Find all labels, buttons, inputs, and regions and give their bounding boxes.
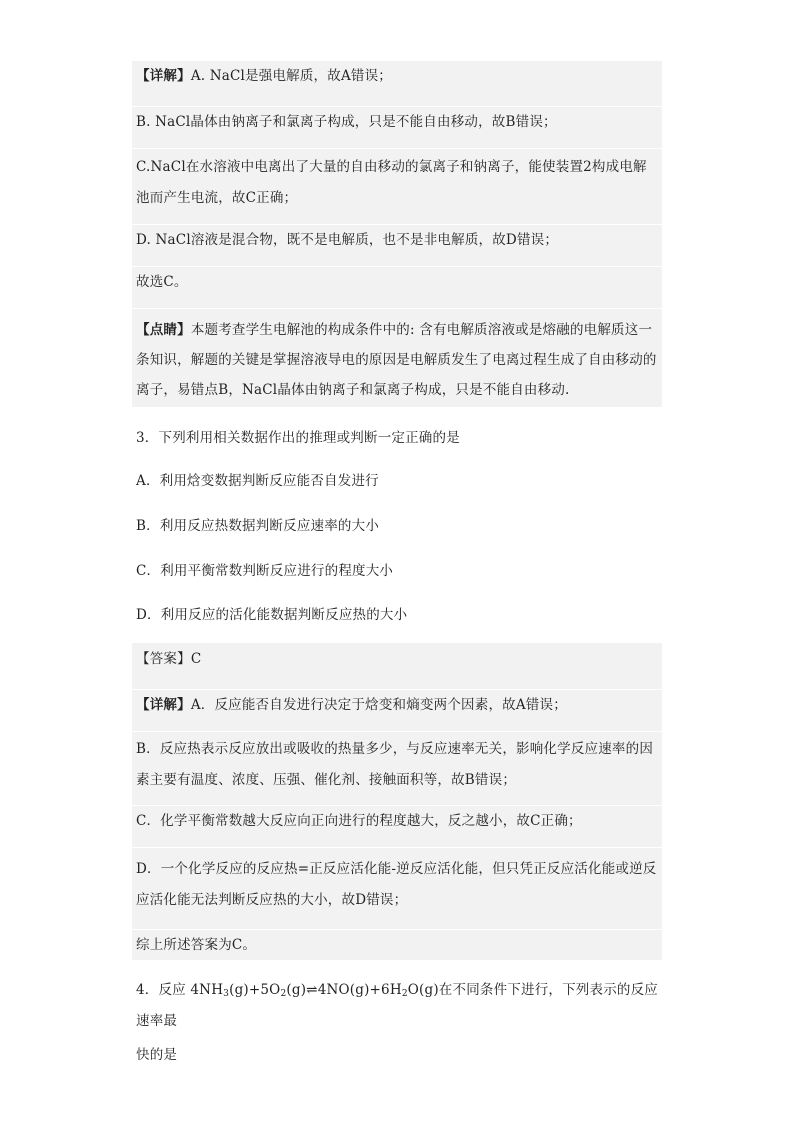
question-3-stem: 3．下列利用相关数据作出的推理或判断一定正确的是 (136, 430, 460, 446)
explanation-line: A. NaCl是强电解质，故A错误； (190, 68, 393, 84)
explanation-line: 池而产生电流，故C正确； (136, 190, 298, 206)
prev-explanation-C (132, 148, 662, 224)
comment-tag: 【点睛】 (136, 322, 191, 338)
conclusion-line: 故选C。 (136, 274, 188, 290)
explanation-line: D．一个化学反应的反应热=正反应活化能-逆反应活化能，但只凭正反应活化能或逆反 (136, 861, 657, 877)
option-b: B．利用反应热数据判断反应速率的大小 (136, 518, 380, 534)
explanation-line: C．化学平衡常数越大反应向正向进行的程度越大，反之越小，故C正确； (136, 813, 582, 829)
eq-part: O(g) (407, 982, 439, 998)
option-a: A．利用焓变数据判断反应能否自发进行 (136, 473, 379, 489)
comment-line: 离子，易错点B，NaCl晶体由钠离子和氯离子构成，只是不能自由移动. (136, 382, 570, 398)
answer-value: C (190, 651, 202, 667)
answer-tag: 【答案】 (136, 651, 191, 667)
eq-part: (g)+5O (229, 982, 281, 998)
explanation-line: C.NaCl在水溶液中电离出了大量的自由移动的氯离子和钠离子，能使装置2构成电解 (136, 159, 647, 175)
explanation-tag: 【详解】 (136, 68, 191, 84)
summary-line: 综上所述答案为C。 (136, 937, 257, 953)
prev-explanation-A (132, 61, 662, 106)
q3-explanation-A (132, 689, 662, 731)
comment-block (132, 308, 662, 407)
explanation-line: 素主要有温度、浓度、压强、催化剂、接触面积等，故B错误； (136, 772, 517, 788)
explanation-line: 应活化能无法判断反应热的大小，故D错误； (136, 892, 408, 908)
eq-subscript: 2 (401, 989, 408, 999)
question-suffix: 在不同条件下进行，下列表示的反应速率最 (136, 982, 658, 1029)
option-c: C．利用平衡常数判断反应进行的程度大小 (136, 563, 394, 579)
answer-block (132, 643, 662, 689)
eq-part: 4NH (190, 982, 224, 998)
question-4-stem (132, 975, 662, 1071)
eq-part: (g)⇌4NO(g)+6H (286, 982, 402, 998)
eq-subscript: 2 (280, 989, 287, 999)
reaction-equation (190, 982, 438, 998)
q3-explanation-D (132, 847, 662, 929)
comment-line: 条知识，解题的关键是掌握溶液导电的原因是电解质发生了电离过程生成了自由移动的 (136, 352, 657, 368)
q3-summary (132, 929, 662, 960)
eq-subscript: 3 (223, 989, 230, 999)
prev-conclusion (132, 266, 662, 308)
q3-explanation-B (132, 731, 662, 805)
prev-explanation-D (132, 224, 662, 266)
prev-explanation-B (132, 106, 662, 148)
option-d: D．利用反应的活化能数据判断反应热的大小 (136, 607, 408, 623)
explanation-line: A．反应能否自发进行决定于焓变和熵变两个因素，故A错误； (190, 697, 567, 713)
explanation-line: B. NaCl晶体由钠离子和氯离子构成，只是不能自由移动，故B错误； (136, 114, 557, 130)
q3-explanation-C (132, 805, 662, 847)
question-prefix: 4．反应 (136, 982, 191, 998)
question-line: 快的是 (136, 1047, 178, 1063)
comment-line: 本题考查学生电解池的构成条件中的: 含有电解质溶液或是熔融的电解质这一 (190, 322, 653, 338)
explanation-line: B．反应热表示反应放出或吸收的热量多少，与反应速率无关，影响化学反应速率的因 (136, 741, 654, 757)
explanation-line: D. NaCl溶液是混合物，既不是电解质，也不是非电解质，故D错误； (136, 232, 559, 248)
explanation-tag: 【详解】 (136, 697, 191, 713)
